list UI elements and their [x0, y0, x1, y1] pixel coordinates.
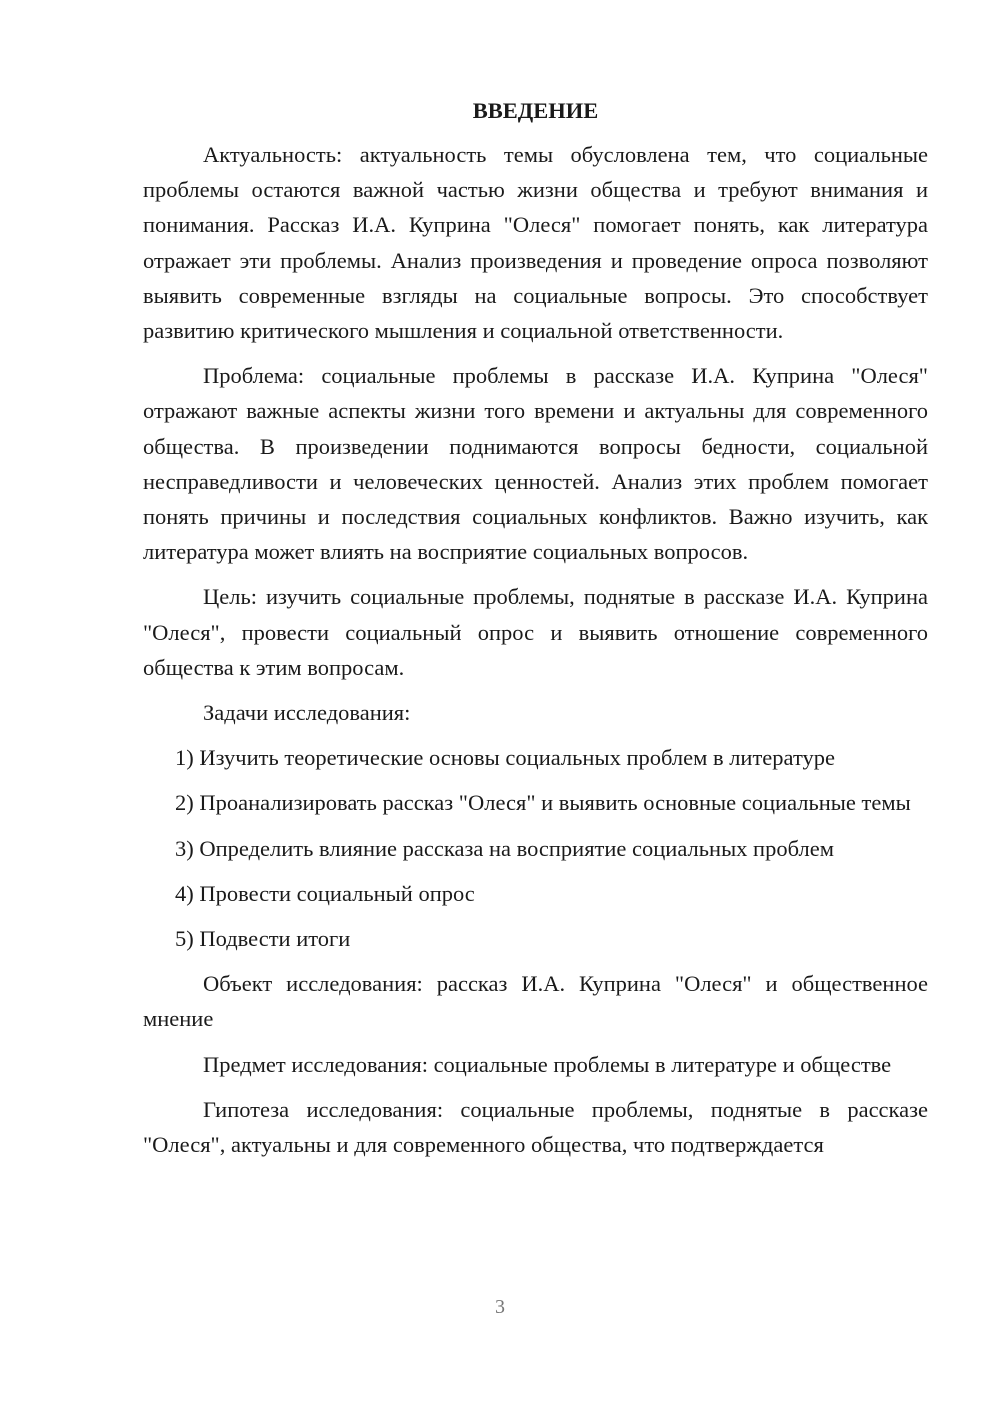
- problem-paragraph: Проблема: социальные проблемы в рассказе И.А. Куприна "Олеся" отражают важные аспекты жизни того времени и актуальны для современного общества. В произведении поднимаются вопросы бедности, социальной несправедливости и человеческих ценностей. Анализ этих проблем помогает понять причины и последствия социальных конфликтов. Важно изучить, как литература может влиять на восприятие социальных вопросов.: [143, 363, 928, 565]
- task-item: 1) Изучить теоретические основы социальных проблем в литературе: [175, 745, 835, 771]
- tasks-heading: Задачи исследования:: [203, 700, 411, 726]
- goal-paragraph: Цель: изучить социальные проблемы, поднятые в рассказе И.А. Куприна "Олеся", провести социальный опрос и выявить отношение современного общества к этим вопросам.: [143, 584, 928, 680]
- task-item: 5) Подвести итоги: [175, 926, 351, 952]
- object-paragraph: Объект исследования: рассказ И.А. Куприна "Олеся" и общественное мнение: [143, 971, 928, 1032]
- relevance-paragraph: Актуальность: актуальность темы обусловлена тем, что социальные проблемы остаются важной частью жизни общества и требуют внимания и понимания. Рассказ И.А. Куприна "Олеся" помогает понять, как литература отражает эти проблемы. Анализ произведения и проведение опроса позволяют выявить современные взгляды на социальные вопросы. Это способствует развитию критического мышления и социальной ответственности.: [143, 142, 928, 344]
- section-title: ВВЕДЕНИЕ: [472, 98, 599, 123]
- hypothesis-paragraph: Гипотеза исследования: социальные проблемы, поднятые в рассказе "Олеся", актуальны и для современного общества, что подтверждается: [143, 1096, 928, 1158]
- task-item: 4) Провести социальный опрос: [175, 880, 475, 906]
- task-item: 2) Проанализировать рассказ "Олеся" и выявить основные социальные темы: [175, 790, 911, 816]
- page-content: [143, 93, 928, 1172]
- task-item: 3) Определить влияние рассказа на восприятие социальных проблем: [175, 835, 834, 861]
- page-number: 3: [495, 1296, 505, 1318]
- subject-paragraph: Предмет исследования: социальные проблемы в литературе и обществе: [203, 1051, 892, 1077]
